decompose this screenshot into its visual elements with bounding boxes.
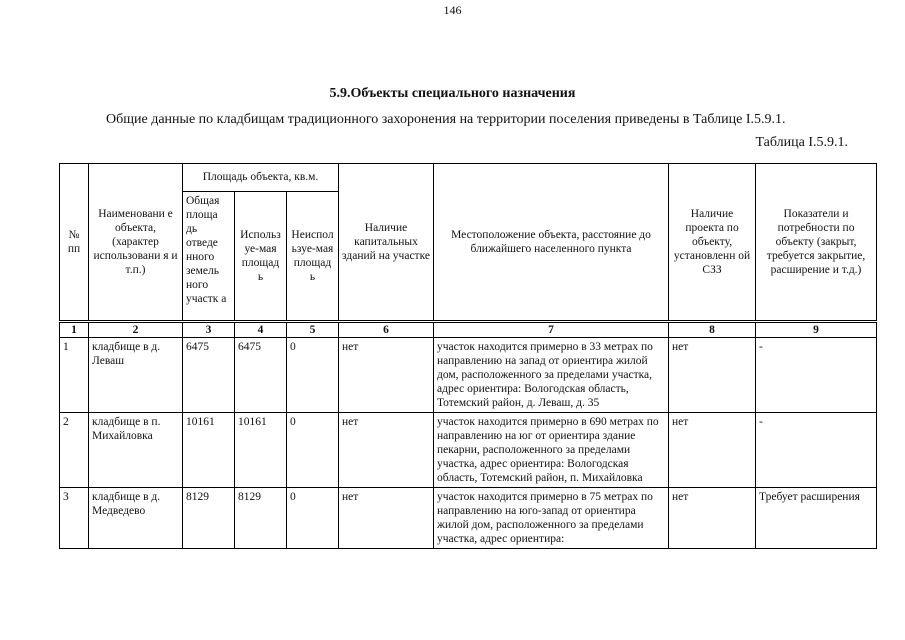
row-area-total: 8129 [183, 488, 235, 549]
row-name: кладбище в д. Медведево [89, 488, 183, 549]
table-caption: Таблица I.5.9.1. [755, 135, 848, 150]
row-area-unused: 0 [287, 488, 339, 549]
header-num: № пп [60, 164, 89, 322]
row-area-total: 6475 [183, 338, 235, 413]
row-name: кладбище в д. Леваш [89, 338, 183, 413]
column-numbers-row [60, 322, 877, 338]
row-location: участок находится примерно в 75 метрах по направлению на юго-запад от ориентира жилой дом, расположенного за пределами участка, адрес ориентира: [434, 488, 669, 549]
header-szz: Наличие проекта по объекту, установленн ой СЗЗ [669, 164, 756, 322]
intro-paragraph: Общие данные по кладбищам традиционного захоронения на территории поселения приведены в Таблице I.5.9.1. [106, 112, 786, 127]
header-indicators: Показатели и потребности по объекту (закрыт, требуется закрытие, расширение и т.д.) [756, 164, 877, 322]
header-area-used: Использ уе-мая площад ь [235, 192, 287, 322]
column-number: 3 [183, 322, 235, 338]
row-area-total: 10161 [183, 413, 235, 488]
row-area-used: 10161 [235, 413, 287, 488]
row-name: кладбище в п. Михайловка [89, 413, 183, 488]
row-buildings: нет [339, 413, 434, 488]
row-area-unused: 0 [287, 413, 339, 488]
row-szz: нет [669, 488, 756, 549]
column-number: 6 [339, 322, 434, 338]
column-number: 8 [669, 322, 756, 338]
row-szz: нет [669, 413, 756, 488]
column-number: 2 [89, 322, 183, 338]
row-area-used: 8129 [235, 488, 287, 549]
header-location: Местоположение объекта, расстояние до ближайшего населенного пункта [434, 164, 669, 322]
row-num: 2 [60, 413, 89, 488]
row-indicators: - [756, 413, 877, 488]
row-buildings: нет [339, 338, 434, 413]
header-name: Наименовани е объекта, (характер использовани я и т.п.) [89, 164, 183, 322]
row-area-unused: 0 [287, 338, 339, 413]
header-area-total: Общая площа дь отведе нного земель ного участк а [183, 192, 235, 322]
row-num: 1 [60, 338, 89, 413]
column-number: 5 [287, 322, 339, 338]
header-area-group: Площадь объекта, кв.м. [183, 164, 339, 192]
row-indicators: Требует расширения [756, 488, 877, 549]
section-title: 5.9.Объекты специального назначения [329, 86, 576, 101]
row-buildings: нет [339, 488, 434, 549]
table-row [60, 338, 877, 413]
row-indicators: - [756, 338, 877, 413]
row-szz: нет [669, 338, 756, 413]
row-num: 3 [60, 488, 89, 549]
column-number: 4 [235, 322, 287, 338]
table-row [60, 413, 877, 488]
column-number: 1 [60, 322, 89, 338]
row-area-used: 6475 [235, 338, 287, 413]
table-row [60, 488, 877, 549]
row-location: участок находится примерно в 690 метрах по направлению на юг от ориентира здание пекарни, расположенного за пределами участка, адрес ориентира: Вологодская область, Тотемский район, п. Михайловка [434, 413, 669, 488]
row-location: участок находится примерно в 33 метрах по направлению на запад от ориентира жилой дом, расположенного за пределами участка, адрес ориентира: Вологодская область, Тотемский район, д. Леваш, д. 35 [434, 338, 669, 413]
header-area-unused: Неиспол ьзуе-мая площад ь [287, 192, 339, 322]
column-number: 7 [434, 322, 669, 338]
page-number: 146 [443, 3, 462, 17]
column-number: 9 [756, 322, 877, 338]
header-buildings: Наличие капитальных зданий на участке [339, 164, 434, 322]
cemeteries-table [59, 163, 877, 549]
